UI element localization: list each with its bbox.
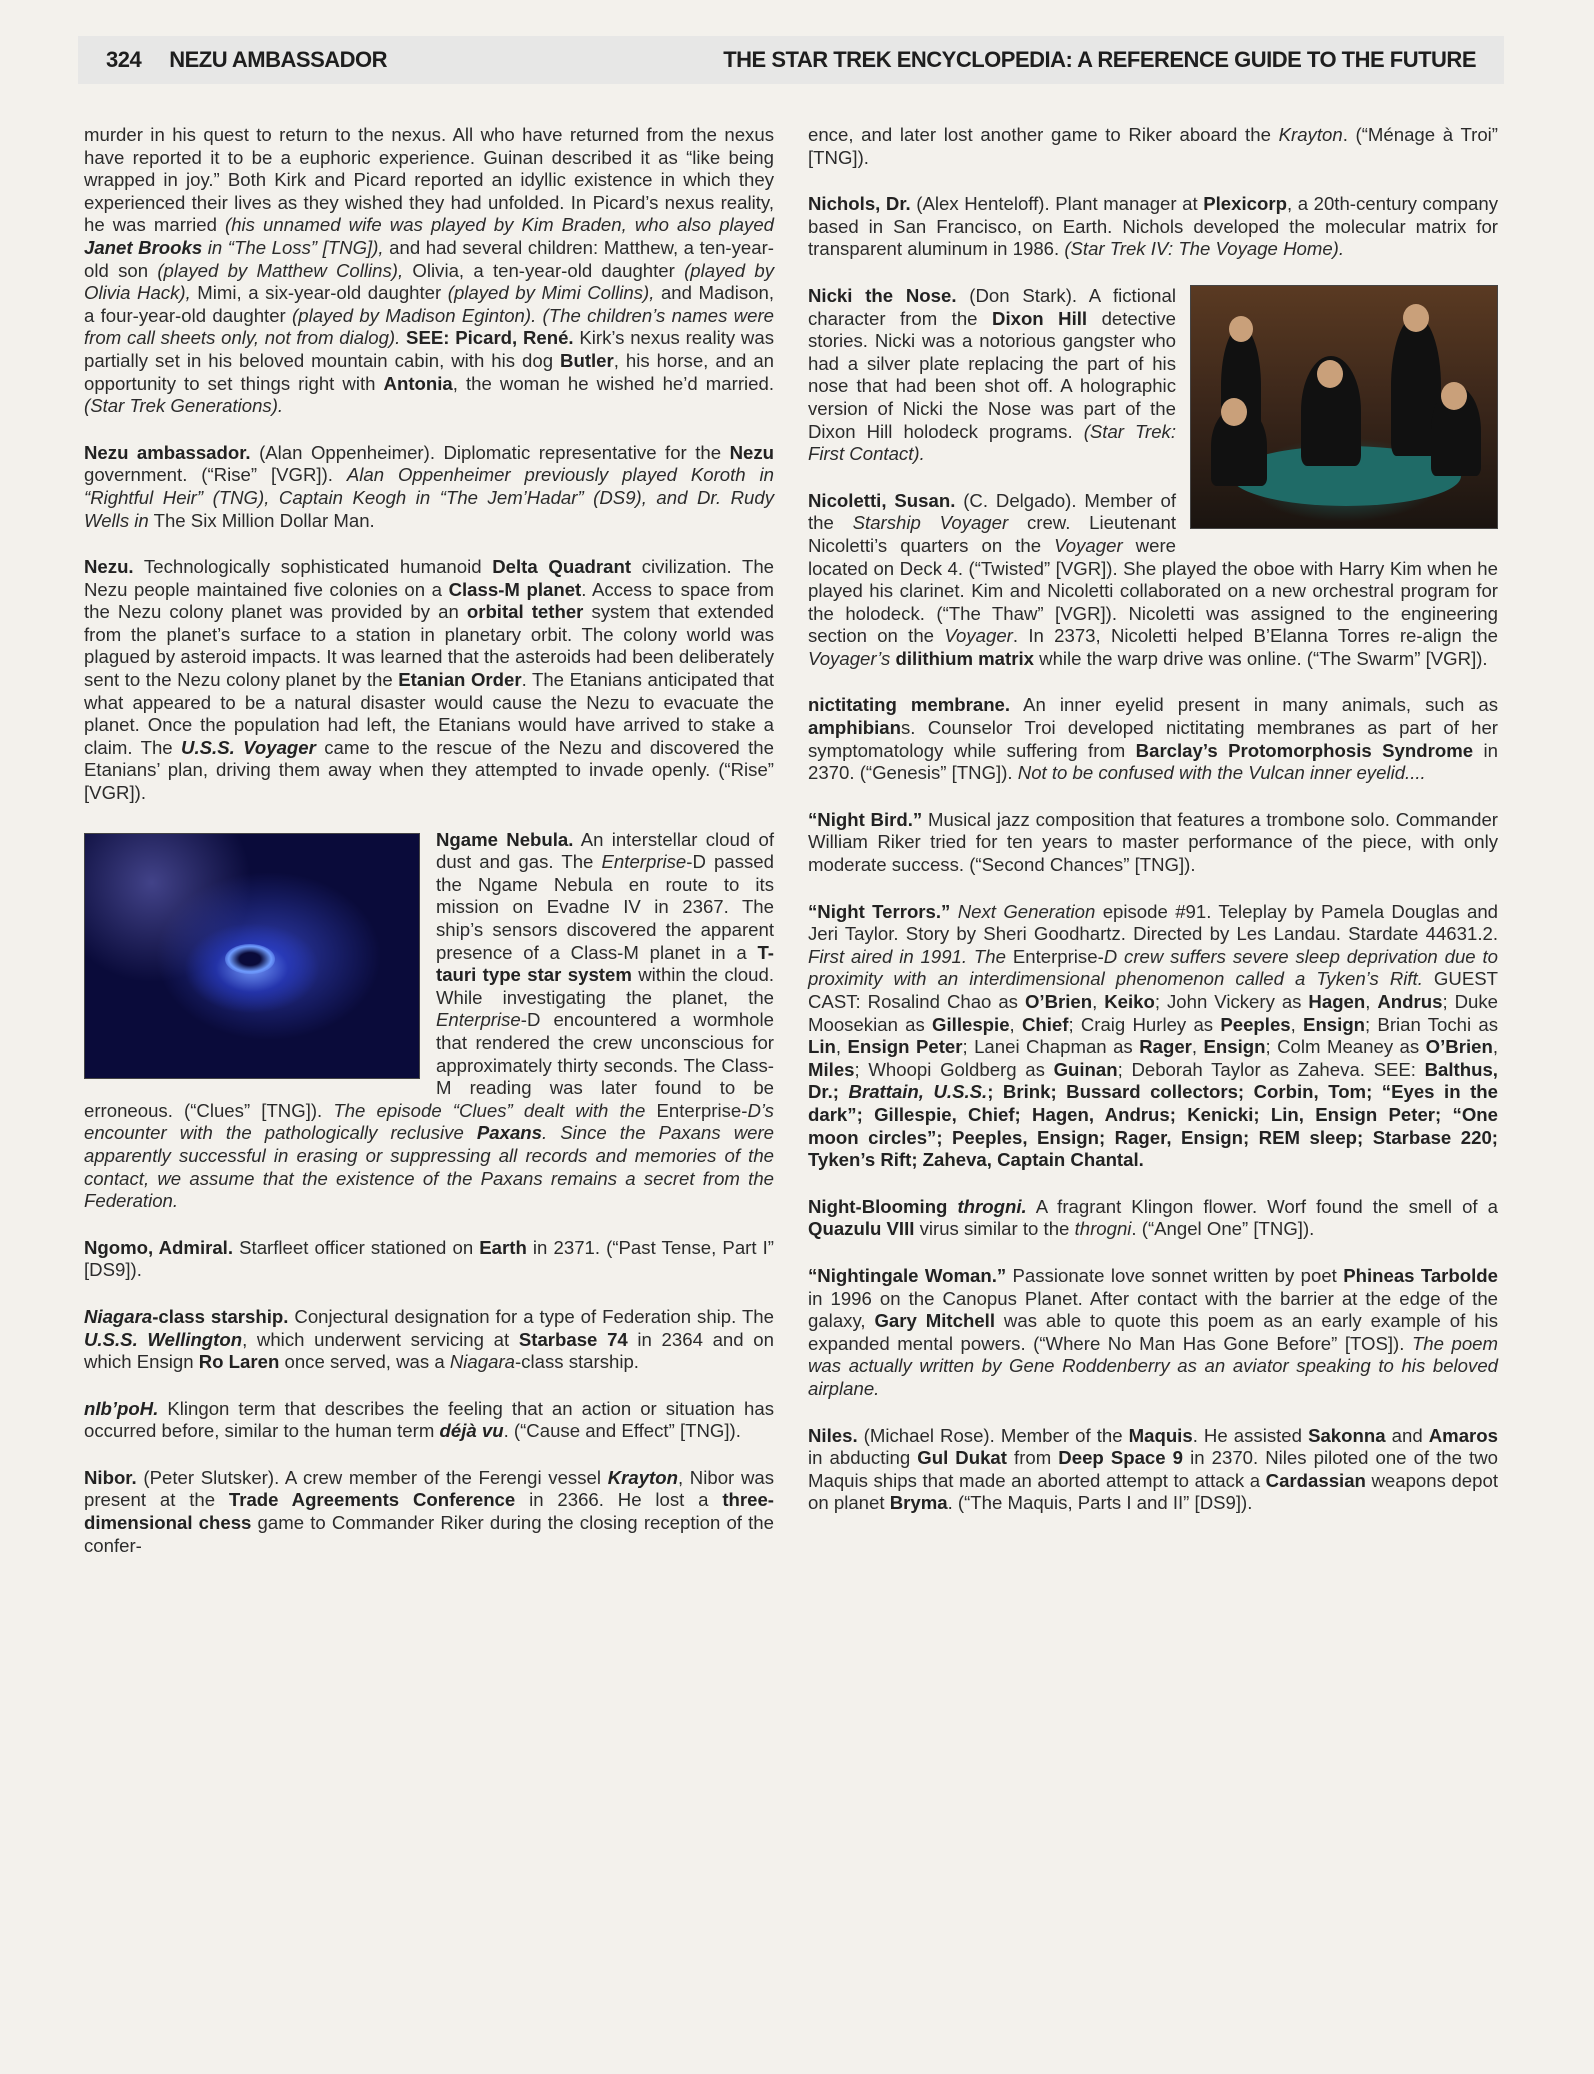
entry-night-bird: “Night Bird.” Musical jazz composition that features a trombone solo. Commander William Riker tried for ten years to master performance of the piece, with only moderate success. (“Second Chances” [TNG]). [808,808,1499,876]
face-seated-center [1317,360,1343,388]
header-left [106,47,387,73]
book-title: THE STAR TREK ENCYCLOPEDIA: A REFERENCE GUIDE TO THE FUTURE [723,47,1476,72]
entry-niles: Niles. (Michael Rose). Member of the Maquis. He assisted Sakonna and Amaros in abducting Gul Dukat from Deep Space 9 in 2370. Niles piloted one of the two Maquis ships that made an aborted attempt to attack a Cardassian weapons depot on planet Bryma. (“The Maquis, Parts I and II” [DS9]). [808,1424,1498,1514]
entry-nicki-the-nose: Nicki the Nose. (Don Stark). A fictional character from the Dixon Hill detective stories. Nicki was a notorious gangster who had a silver plate replacing the part of his nose that had been shot off. A holographic version of Nicki the Nose was part of the Dixon Hill holodeck programs. (Star Trek: First Contact). [808,285,1498,466]
face-standing-right [1403,304,1429,332]
entry-nicoletti-susan: Nicoletti, Susan. (C. Delgado). Member of the Starship Voyager crew. Lieutenant Nicoletti’s quarters on the Voyager were located on Deck 4. (“Twisted” [VGR]). She played the oboe with Harry Kim when he played his clarinet. Kim and Nicoletti collaborated on a new orchestral program for the holodeck. (“The Thaw” [VGR]). Nicoletti was assigned to the engineering section on the Voyager. In 2373, Nicoletti helped B’Elanna Torres re-align the Voyager’s dilithium matrix while the warp drive was online. (“The Swarm” [VGR]). [808,489,1498,669]
entry-night-blooming-throgni: Night-Blooming throgni. A fragrant Klingon flower. Worf found the smell of a Quazulu VIII virus similar to the throgni. (“Angel One” [TNG]). [808,1195,1498,1240]
nebula-core [225,944,275,974]
entry-nexus-continued: murder in his quest to return to the nexus. All who have returned from the nexus have reported it to be a euphoric experience. Guinan described it as “like being wrapped in joy.” Both Kirk and Picard reported an idyllic existence in which they experienced their lives as they wished they had unfolded. In Picard’s nexus reality, he was married (his unnamed wife was played by Kim Braden, who also played Janet Brooks in “The Loss” [TNG]), and had several children: Matthew, a ten-year-old son (played by Matthew Collins), Olivia, a ten-year-old daughter (played by Olivia Hack), Mimi, a six-year-old daughter (played by Mimi Collins), and Madison, a four-year-old daughter (played by Madison Eginton). (The children’s names were from call sheets only, not from dialog). SEE: Picard, René. Kirk’s nexus reality was partially set in his beloved mountain cabin, with his dog Butler, his horse, and an opportunity to set things right with Antonia, the woman he wished he’d married. (Star Trek Generations). [84,124,775,417]
entry-ngomo-admiral: Ngomo, Admiral. Starfleet officer stationed on Earth in 2371. (“Past Tense, Part I” [DS9]). [84,1236,774,1281]
running-header [78,36,1504,84]
page-number: 324 [106,47,142,72]
entry-nightingale-woman: “Nightingale Woman.” Passionate love sonnet written by poet Phineas Tarbolde in 1996 on the Canopus Planet. After contact with the barrier at the edge of the galaxy, Gary Mitchell was able to quote this poem as an early example of his expanded mental powers. (“Where No Man Has Gone Before” [TOS]). The poem was actually written by Gene Roddenberry as an aviator speaking to his beloved airplane. [808,1264,1499,1399]
entry-nibpoh: nIb’poH. Klingon term that describes the feeling that an action or situation has occurred before, similar to the human term déjà vu. (“Cause and Effect” [TNG]). [84,1397,774,1442]
face-seated-right [1441,382,1467,410]
face-standing-left [1229,316,1253,342]
entry-nibor-continued: ence, and later lost another game to Riker aboard the Krayton. (“Ménage à Troi” [TNG]). [808,124,1498,168]
entry-nictitating-membrane: nictitating membrane. An inner eyelid present in many animals, such as amphibians. Counselor Troi developed nictitating membranes as part of her symptomatology while suffering from Barclay’s Protomorphosis Syndrome in 2370. (“Genesis” [TNG]). Not to be confused with the Vulcan inner eyelid.... [808,694,1498,784]
section-title: NEZU AMBASSADOR [169,47,388,72]
nicki-the-nose-image [1190,285,1498,529]
left-column [84,124,774,1581]
ngame-nebula-image [84,833,420,1079]
entry-nichols-dr: Nichols, Dr. (Alex Henteloff). Plant manager at Plexicorp, a 20th-century company based in San Francisco, on Earth. Nichols developed the molecular matrix for transparent aluminum in 1986. (Star Trek IV: The Voyage Home). [808,193,1498,260]
entry-nezu: Nezu. Technologically sophisticated humanoid Delta Quadrant civilization. The Nezu people maintained five colonies on a Class-M planet. Access to space from the Nezu colony planet was provided by an orbital tether system that extended from the planet’s surface to a station in planetary orbit. The colony world was plagued by asteroid impacts. It was learned that the asteroids had been deliberately sent to the Nezu colony planet by the Etanian Order. The Etanians anticipated that what appeared to be a natural disaster would cause the Nezu to evacuate the planet. Once the population had left, the Etanians would have arrived to stake a claim. The U.S.S. Voyager came to the rescue of the Nezu and discovered the Etanians’ plan, driving them away when they attempted to invade openly. (“Rise” [VGR]). [84,556,775,804]
entry-nibor: Nibor. (Peter Slutsker). A crew member of the Ferengi vessel Krayton, Nibor was present at the Trade Agreements Conference in 2366. He lost a three-dimensional chess game to Commander Riker during the closing reception of the confer- [84,1466,775,1556]
entry-night-terrors: “Night Terrors.” Next Generation episode #91. Teleplay by Pamela Douglas and Jeri Taylor. Story by Sheri Goodhartz. Directed by Les Landau. Stardate 44631.2. First aired in 1991. The Enterprise-D crew suffers severe sleep deprivation due to proximity with an interdimensional phenomenon called a Tyken’s Rift. GUEST CAST: Rosalind Chao as O’Brien, Keiko; John Vickery as Hagen, Andrus; Duke Moosekian as Gillespie, Chief; Craig Hurley as Peeples, Ensign; Brian Tochi as Lin, Ensign Peter; Lanei Chapman as Rager, Ensign; Colm Meaney as O’Brien, Miles; Whoopi Goldberg as Guinan; Deborah Taylor as Zaheva. SEE: Balthus, Dr.; Brattain, U.S.S.; Brink; Bussard collectors; Corbin, Tom; “Eyes in the dark”; Gillespie, Chief; Hagen, Andrus; Kenicki; Lin, Ensign Peter; “One moon circles”; Peeples, Ensign; Rager, Ensign; REM sleep; Starbase 220; Tyken’s Rift; Zaheva, Captain Chantal. [808,900,1499,1171]
right-column [808,124,1498,1539]
entry-ngame-nebula: Ngame Nebula. An interstellar cloud of dust and gas. The Enterprise-D passed the Ngame Nebula en route to its mission on Evadne IV in 2367. The ship’s sensors discovered the apparent presence of a Class-M planet in a T-tauri type star system within the cloud. While investigating the planet, the Enterprise-D encountered a wormhole that rendered the crew unconscious for approximately thirty seconds. The Class-M reading was later found to be erroneous. (“Clues” [TNG]). The episode “Clues” dealt with the Enterprise-D’s encounter with the pathologically reclusive Paxans. Since the Paxans were apparently successful in erasing or suppressing all records and memories of the contact, we assume that the existence of the Paxans remains a secret from the Federation. [84,828,774,1212]
face-seated-left [1221,398,1247,426]
entry-niagara-class: Niagara-class starship. Conjectural designation for a type of Federation ship. The U.S.S. Wellington, which underwent servicing at Starbase 74 in 2364 and on which Ensign Ro Laren once served, was a Niagara-class starship. [84,1305,774,1373]
entry-nezu-ambassador: Nezu ambassador. (Alan Oppenheimer). Diplomatic representative for the Nezu government. (“Rise” [VGR]). Alan Oppenheimer previously played Koroth in “Rightful Heir” (TNG), Captain Keogh in “The Jem’Hadar” (DS9), and Dr. Rudy Wells in The Six Million Dollar Man. [84,441,774,531]
